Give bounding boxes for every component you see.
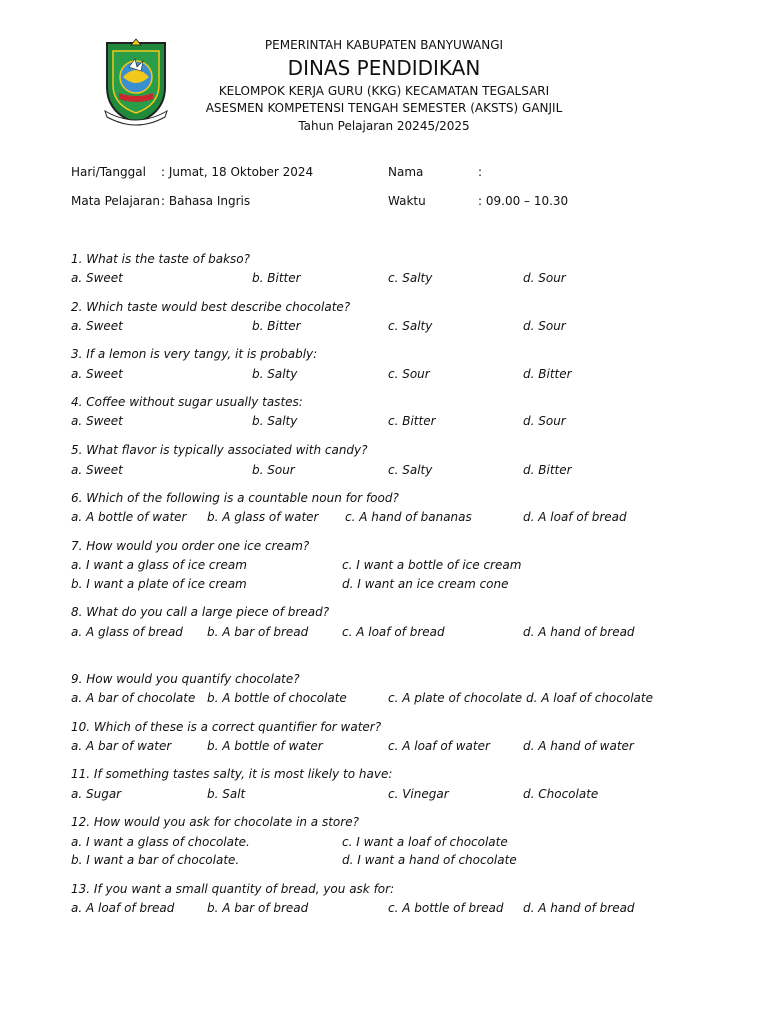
q9-option-c: c. A plate of chocolate [388,691,523,705]
subject-label: Mata Pelajaran [71,194,161,208]
q13-option-a: a. A loaf of bread [71,901,175,915]
question-12: 12. How would you ask for chocolate in a store? [71,815,359,829]
q9-option-d: d. A loaf of chocolate [526,691,653,705]
q10-option-a: a. A bar of water [71,739,172,753]
q11-option-b: b. Salt [207,787,246,801]
q3-option-d: d. Bitter [523,367,572,381]
q11-option-d: d. Chocolate [523,787,599,801]
question-8: 8. What do you call a large piece of bread? [71,605,330,619]
q12-option-c: c. I want a loaf of chocolate [342,835,508,849]
q3-option-b: b. Salty [252,367,298,381]
question-13: 13. If you want a small quantity of bread, you ask for: [71,882,395,896]
q3-option-c: c. Sour [388,367,430,381]
q4-option-d: d. Sour [523,414,566,428]
question-4: 4. Coffee without sugar usually tastes: [71,395,303,409]
q1-option-a: a. Sweet [71,271,123,285]
q5-option-d: d. Bitter [523,463,572,477]
q5-option-c: c. Salty [388,463,433,477]
q8-option-b: b. A bar of bread [207,625,309,639]
q10-option-b: b. A bottle of water [207,739,323,753]
time-value: : 09.00 – 10.30 [478,194,569,208]
q6-option-c: c. A hand of bananas [345,510,472,524]
q10-option-d: d. A hand of water [523,739,634,753]
question-3: 3. If a lemon is very tangy, it is probably: [71,347,318,361]
q5-option-a: a. Sweet [71,463,123,477]
q9-option-a: a. A bar of chocolate [71,691,196,705]
question-6: 6. Which of the following is a countable noun for food? [71,491,399,505]
header-line-year: Tahun Pelajaran 20245/2025 [298,119,470,133]
q11-option-a: a. Sugar [71,787,122,801]
q13-option-d: d. A hand of bread [523,901,635,915]
header-line-group: KELOMPOK KERJA GURU (KKG) KECAMATAN TEGALSARI [218,84,550,98]
q7-option-a: a. I want a glass of ice cream [71,558,247,572]
q4-option-c: c. Bitter [388,414,436,428]
q12-option-b: b. I want a bar of chocolate. [71,853,240,867]
q1-option-b: b. Bitter [252,271,301,285]
day-date-label: Hari/Tanggal [71,165,146,179]
q1-option-d: d. Sour [523,271,566,285]
q13-option-b: b. A bar of bread [207,901,309,915]
q12-option-d: d. I want a hand of chocolate [342,853,517,867]
q2-option-c: c. Salty [388,319,433,333]
q6-option-a: a. A bottle of water [71,510,187,524]
q10-option-c: c. A loaf of water [388,739,490,753]
name-value: : [478,165,483,179]
question-10: 10. Which of these is a correct quantifier for water? [71,720,382,734]
day-date-value: : Jumat, 18 Oktober 2024 [161,165,314,179]
q8-option-d: d. A hand of bread [523,625,635,639]
header-line-office: DINAS PENDIDIKAN [287,56,481,80]
question-2: 2. Which taste would best describe chocolate? [71,300,351,314]
q8-option-c: c. A loaf of bread [342,625,445,639]
subject-value: : Bahasa Ingris [161,194,251,208]
q7-option-d: d. I want an ice cream cone [342,577,509,591]
q2-option-d: d. Sour [523,319,566,333]
time-label: Waktu [388,194,426,208]
header-line-assessment: ASESMEN KOMPETENSI TENGAH SEMESTER (AKSTS) GANJIL [205,101,563,115]
question-7: 7. How would you order one ice cream? [71,539,310,553]
name-label: Nama [388,165,424,179]
q7-option-b: b. I want a plate of ice cream [71,577,247,591]
q2-option-b: b. Bitter [252,319,301,333]
question-1: 1. What is the taste of bakso? [71,252,250,266]
q9-option-b: b. A bottle of chocolate [207,691,347,705]
question-5: 5. What flavor is typically associated with candy? [71,443,368,457]
q7-option-c: c. I want a bottle of ice cream [342,558,522,572]
q3-option-a: a. Sweet [71,367,123,381]
question-11: 11. If something tastes salty, it is most likely to have: [71,767,393,781]
q6-option-d: d. A loaf of bread [523,510,627,524]
q12-option-a: a. I want a glass of chocolate. [71,835,250,849]
q4-option-b: b. Salty [252,414,298,428]
q8-option-a: a. A glass of bread [71,625,183,639]
header-line-government: PEMERINTAH KABUPATEN BANYUWANGI [264,38,504,52]
q5-option-b: b. Sour [252,463,295,477]
q2-option-a: a. Sweet [71,319,123,333]
q4-option-a: a. Sweet [71,414,123,428]
q13-option-c: c. A bottle of bread [388,901,504,915]
q1-option-c: c. Salty [388,271,433,285]
q6-option-b: b. A glass of water [207,510,319,524]
question-9: 9. How would you quantify chocolate? [71,672,300,686]
q11-option-c: c. Vinegar [388,787,449,801]
